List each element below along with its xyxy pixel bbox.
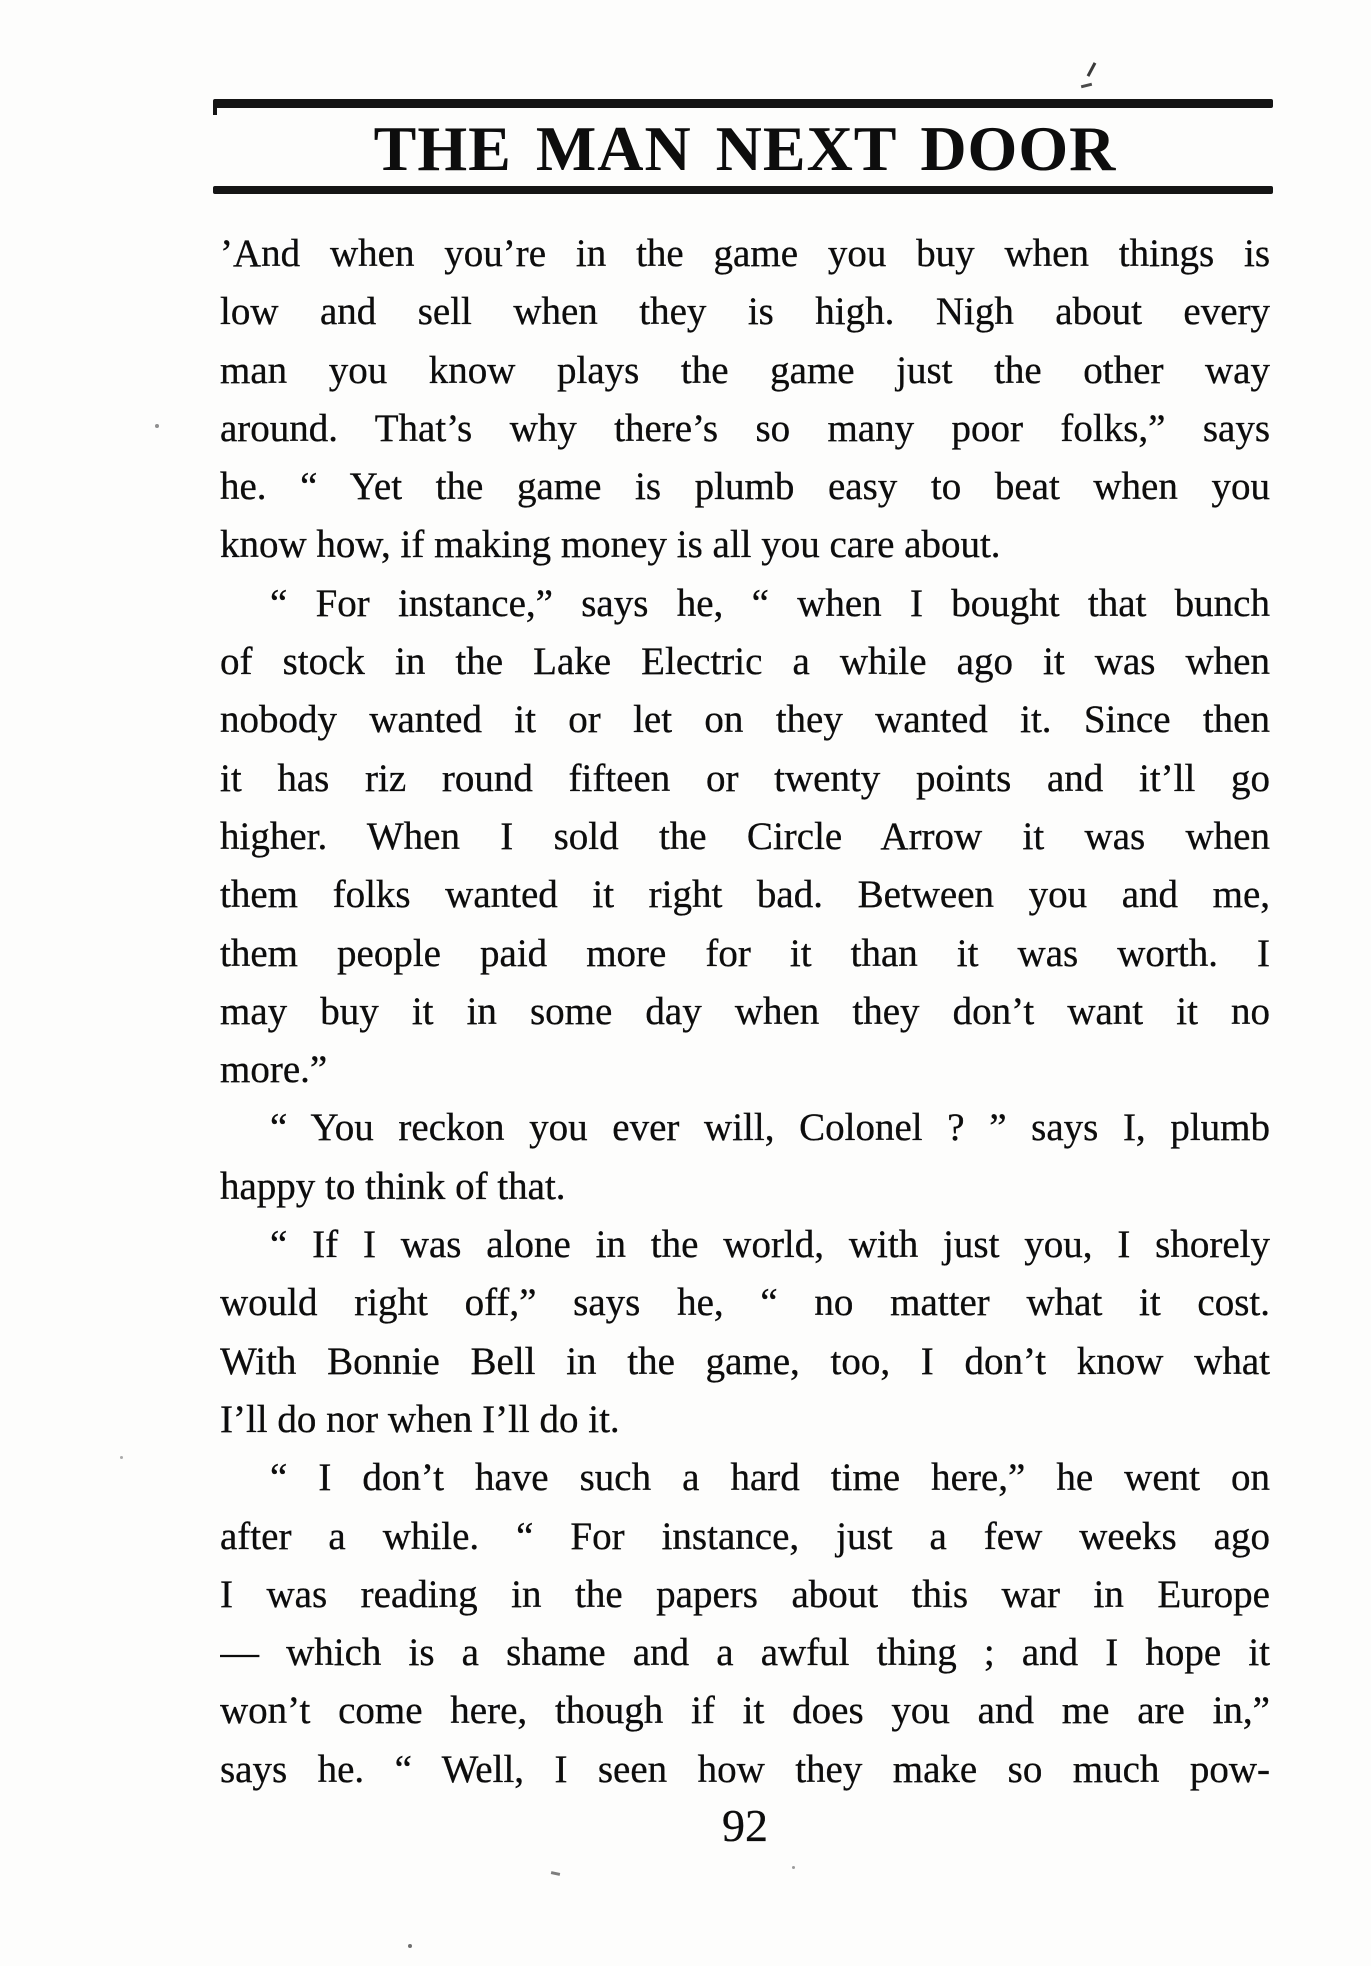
text-line: low and sell when they is high. Nigh about every [220,290,1270,334]
text-line: “ I don’t have such a hard time here,” he went on [270,1456,1270,1500]
text-line: them folks wanted it right bad. Between you and me, [220,873,1270,917]
scan-artifact [408,1944,412,1948]
header-rule-top [213,99,1273,108]
text-line: know how, if making money is all you care about. [220,523,1001,567]
text-line: “ For instance,” says he, “ when I bought that bunch [270,581,1270,625]
text-line: nobody wanted it or let on they wanted it. Since then [220,698,1270,742]
scan-artifact [120,1456,123,1459]
text-line: more.” [220,1048,328,1092]
scan-artifact [1081,83,1092,89]
body-text [220,225,1270,1799]
text-line: won’t come here, though if it does you and me are in,” [220,1689,1270,1733]
text-line: “ If I was alone in the world, with just you, I shorely [270,1223,1270,1267]
text-line: may buy it in some day when they don’t want it no [220,989,1270,1033]
text-line: ’And when you’re in the game you buy when things is [220,232,1270,275]
page-title: THE MAN NEXT DOOR [373,113,1117,184]
text-line: — which is a shame and a awful thing ; and I hope it [220,1631,1270,1675]
text-line: says he. “ Well, I seen how they make so much pow- [220,1747,1270,1791]
text-line: of stock in the Lake Electric a while ago it was when [220,640,1270,684]
text-line: it has riz round fifteen or twenty points and it’ll go [220,756,1270,800]
text-line: happy to think of that. [220,1164,566,1208]
text-line: around. That’s why there’s so many poor folks,” says [220,406,1270,450]
text-line: he. “ Yet the game is plumb easy to beat when you [220,465,1270,509]
text-line: after a while. “ For instance, just a few weeks ago [220,1514,1270,1558]
text-line: would right off,” says he, “ no matter what it cost. [220,1281,1270,1325]
page-number: 92 [722,1800,768,1851]
scan-artifact [1087,62,1097,77]
text-line: man you know plays the game just the other way [220,348,1270,392]
text-line: them people paid more for it than it was worth. I [220,931,1270,975]
text-line: With Bonnie Bell in the game, too, I don’t know what [220,1339,1270,1383]
text-line: I was reading in the papers about this war in Europe [220,1572,1270,1616]
text-line: I’ll do nor when I’ll do it. [220,1397,620,1441]
text-line: “ You reckon you ever will, Colonel ? ” says I, plumb [270,1106,1270,1150]
header-rule-bottom [213,186,1273,194]
scan-artifact [155,424,159,428]
scan-artifact [551,1871,560,1876]
scan-artifact [792,1866,795,1869]
text-line: higher. When I sold the Circle Arrow it was when [220,814,1270,858]
